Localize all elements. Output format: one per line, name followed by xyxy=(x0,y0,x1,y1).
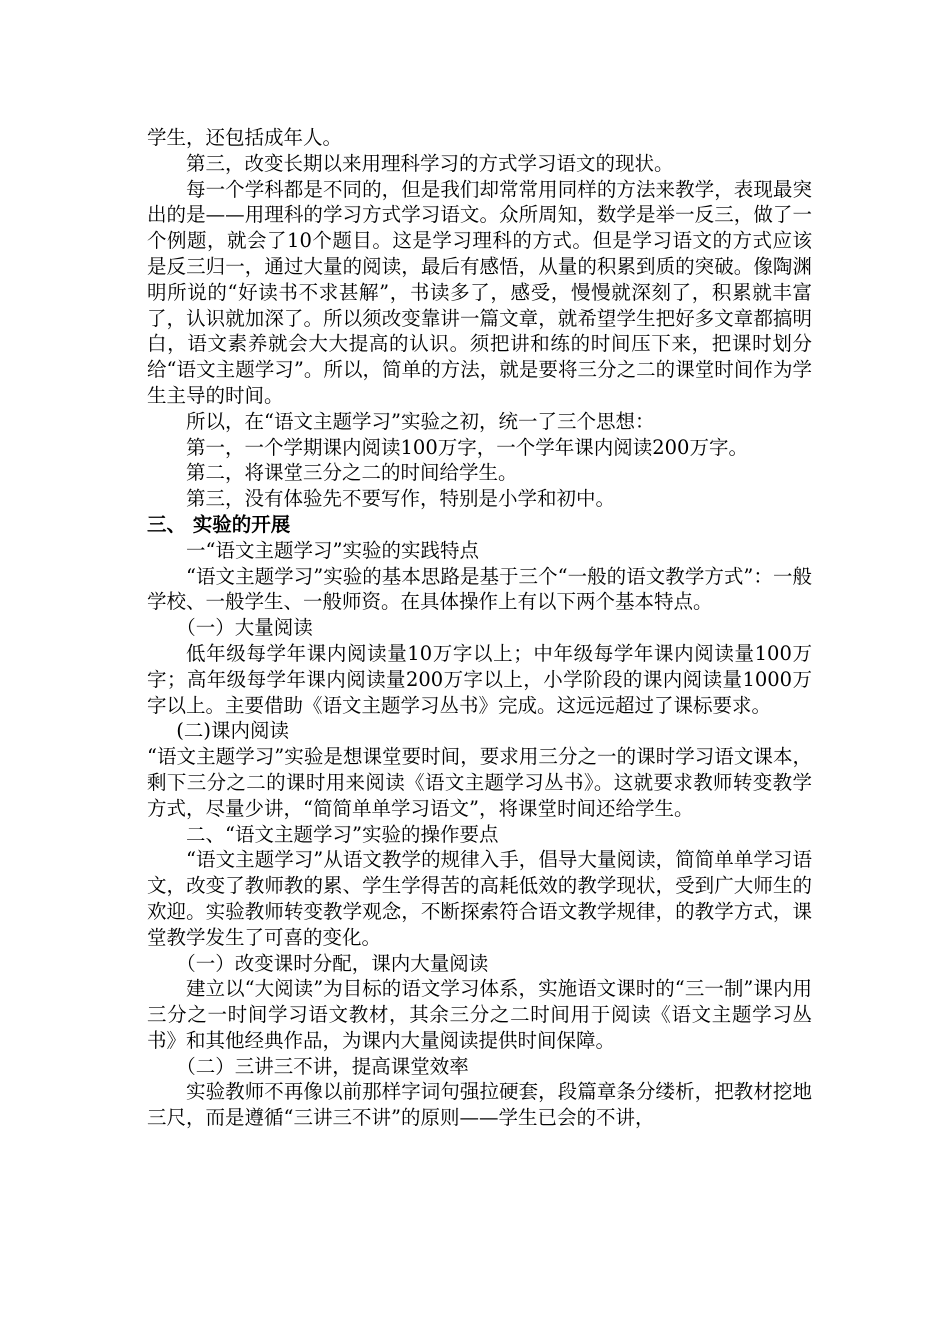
paragraph: 第三，没有体验先不要写作，特别是小学和初中。 xyxy=(186,487,616,511)
paragraph: 所以，在“语文主题学习”实验之初，统一了三个思想： xyxy=(186,409,655,433)
paragraph: 学生，还包括成年人。 xyxy=(147,126,343,149)
paragraph: 每一个学科都是不同的，但是我们却常常用同样的方法来教学，表现最突出的是——用理科的学习方式学习语文。众所周知，数学是举一反三，做了一个例题，就会了10个题目。这是学习理科的方式。但是学习语文的方式应该是反三归一，通过大量的阅读，最后有感悟，从量的积累到质的突破。像陶渊明所说的“好读书不求甚解”，书读多了，感受，慢慢就深刻了，积累就丰富了，认识就加深了。所以须改变靠讲一篇文章，就希望学生把好多文章都搞明白，语文素养就会大大提高的认识。须把讲和练的时间压下来，把课时划分给“语文主题学习”。所以，简单的方法，就是要将三分之二的课堂时间作为学生主导的时间。 xyxy=(147,177,812,407)
subsection-heading: (二)课内阅读 xyxy=(176,719,289,743)
paragraph: “语文主题学习”实验的基本思路是基于三个“一般的语文教学方式”：一般学校、一般学生、一般师资。在具体操作上有以下两个基本特点。 xyxy=(147,564,812,614)
subsection-heading: （一）大量阅读 xyxy=(176,616,313,640)
paragraph: 第三，改变长期以来用理科学习的方式学习语文的现状。 xyxy=(186,151,674,175)
subsection-heading: 一“语文主题学习”实验的实践特点 xyxy=(186,538,479,562)
paragraph: 第二，将课堂三分之二的时间给学生。 xyxy=(186,461,518,485)
paragraph: 第一，一个学期课内阅读100万字，一个学年课内阅读200万字。 xyxy=(186,435,748,459)
document-page xyxy=(147,125,812,1131)
subsection-heading: （二）三讲三不讲，提高课堂效率 xyxy=(176,1054,469,1078)
paragraph: 建立以“大阅读”为目标的语文学习体系，实施语文课时的“三一制”课内用三分之一时间学习语文教材，其余三分之二时间用于阅读《语文主题学习丛书》和其他经典作品，为课内大量阅读提供时间保障。 xyxy=(147,977,812,1052)
paragraph: “语文主题学习”从语文教学的规律入手，倡导大量阅读，简简单单学习语文，改变了教师教的累、学生学得苦的高耗低效的教学现状，受到广大师生的欢迎。实验教师转变教学观念，不断探索符合语文教学规律，的教学方式，课堂教学发生了可喜的变化。 xyxy=(147,848,812,949)
paragraph: “语文主题学习”实验是想课堂要时间，要求用三分之一的课时学习语文课本，剩下三分之二的课时用来阅读《语文主题学习丛书》。这就要求教师转变教学方式，尽量少讲，“简简单单学习语文”，将课堂时间还给学生。 xyxy=(147,745,812,820)
subsection-heading: （一）改变课时分配，课内大量阅读 xyxy=(176,951,489,975)
paragraph: 实验教师不再像以前那样字词句强拉硬套，段篇章条分缕析，把教材挖地三尺，而是遵循“三讲三不讲”的原则——学生已会的不讲， xyxy=(147,1080,812,1130)
subsection-heading: 二、“语文主题学习”实验的操作要点 xyxy=(186,822,499,846)
section-heading: 三、 实验的开展 xyxy=(147,512,291,536)
paragraph: 低年级每学年课内阅读量10万字以上；中年级每学年课内阅读量100万字；高年级每学年课内阅读量200万字以上，小学阶段的课内阅读量1000万字以上。主要借助《语文主题学习丛书》完成。这远远超过了课标要求。 xyxy=(147,641,812,717)
